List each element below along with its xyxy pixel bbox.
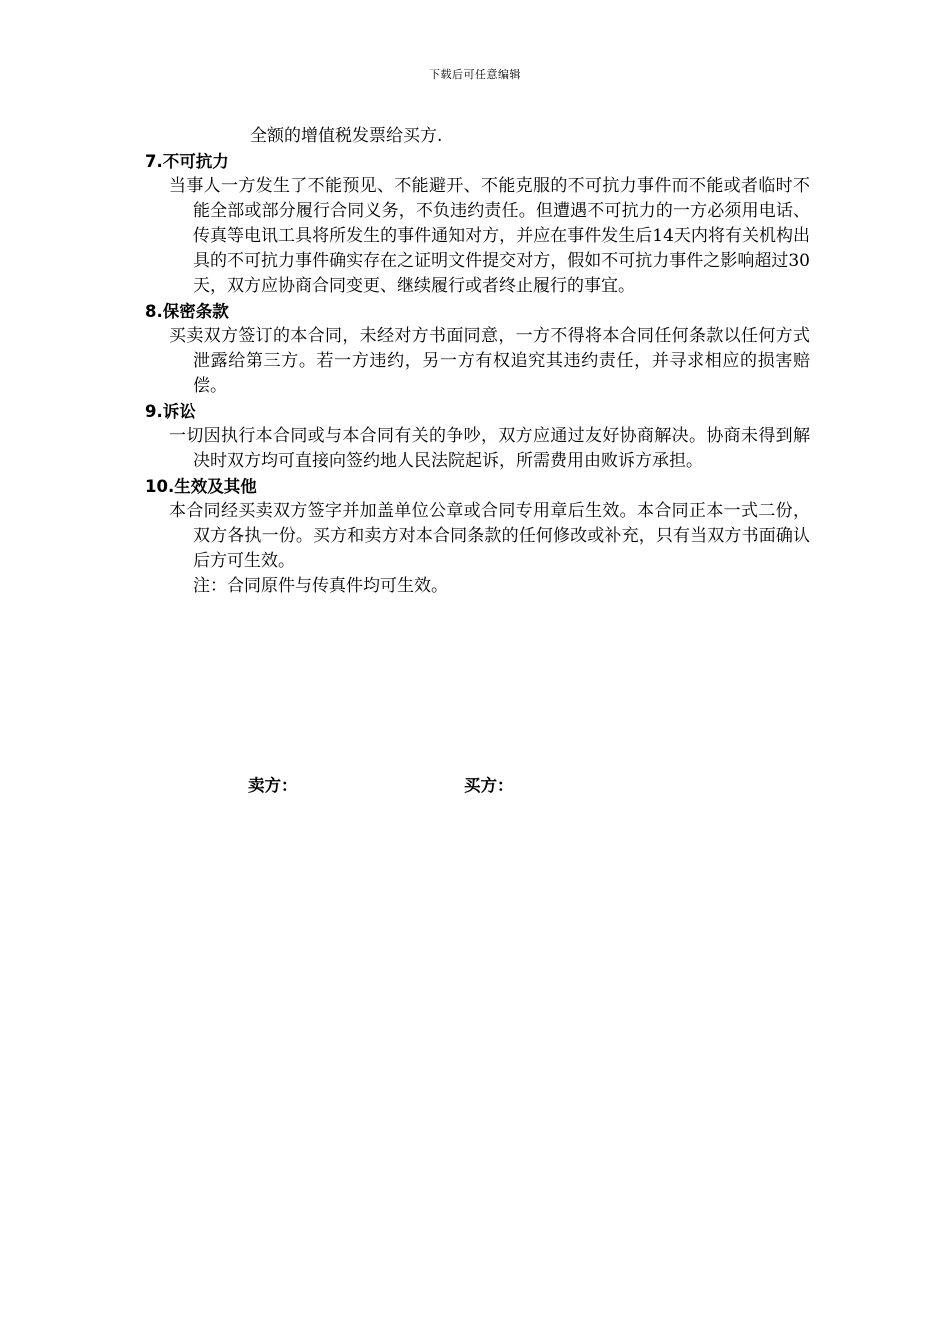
seller-signature-label: 卖方： (248, 776, 298, 795)
section-effectiveness (145, 474, 810, 599)
signature-block (0, 772, 950, 798)
section-heading: 10.生效及其他 (145, 477, 257, 496)
contract-body (145, 124, 810, 599)
continuation-line: 全额的增值税发票给买方. (250, 126, 443, 146)
section-paragraph: 买卖双方签订的本合同，未经对方书面同意，一方不得将本合同任何条款以任何方式泄露给第三方。若一方违约，另一方有权追究其违约责任，并寻求相应的损害赔偿。 (169, 326, 810, 396)
section-heading: 7.不可抗力 (145, 152, 229, 171)
section-litigation (145, 399, 810, 474)
buyer-signature-label: 买方： (464, 776, 514, 795)
section-paragraph: 当事人一方发生了不能预见、不能避开、不能克服的不可抗力事件而不能或者临时不能全部或部分履行合同义务，不负违约责任。但遭遇不可抗力的一方必须用电话、传真等电讯工具将所发生的事件通知对方，并应在事件发生后14天内将有关机构出具的不可抗力事件确实存在之证明文件提交对方，假如不可抗力事件之影响超过30天，双方应协商合同变更、继续履行或者终止履行的事宜。 (169, 176, 810, 296)
section-confidentiality (145, 299, 810, 399)
page-header: 下载后可任意编辑 (429, 68, 521, 81)
section-heading: 8.保密条款 (145, 302, 229, 321)
section-paragraph: 本合同经买卖双方签字并加盖单位公章或合同专用章后生效。本合同正本一式二份，双方各执一份。买方和卖方对本合同条款的任何修改或补充，只有当双方书面确认后方可生效。 (169, 501, 810, 571)
section-heading: 9.诉讼 (145, 402, 196, 421)
section-paragraph: 一切因执行本合同或与本合同有关的争吵，双方应通过友好协商解决。协商未得到解决时双方均可直接向签约地人民法院起诉，所需费用由败诉方承担。 (169, 426, 810, 471)
section-note: 注：合同原件与传真件均可生效。 (193, 576, 448, 596)
section-force-majeure (145, 149, 810, 299)
